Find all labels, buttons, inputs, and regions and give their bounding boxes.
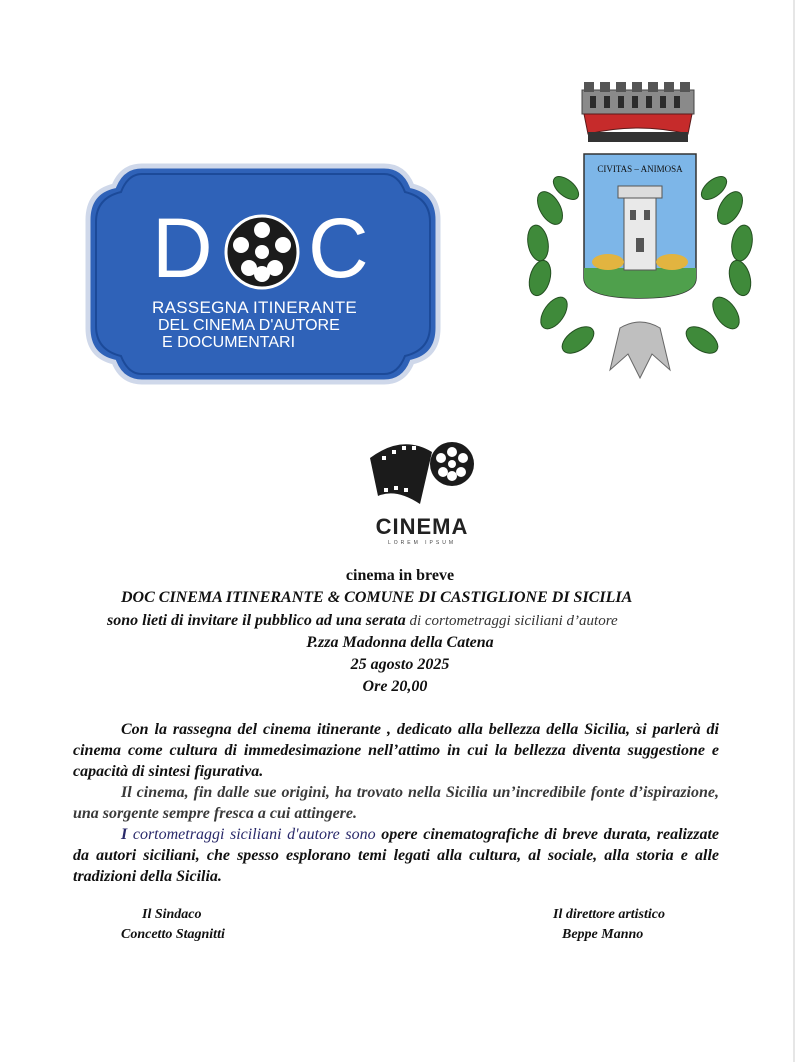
town-crest xyxy=(520,78,760,396)
body-paragraph-2 xyxy=(73,782,719,824)
body-paragraph-1 xyxy=(73,719,719,782)
doc-logo xyxy=(82,160,444,388)
doc-letter-d: D xyxy=(152,201,213,295)
crest-graphic xyxy=(520,78,760,396)
crown-icon xyxy=(582,82,694,142)
doc-line-3: E DOCUMENTARI xyxy=(162,334,296,351)
paragraph-3-rest: opere cinematografiche di breve durata, realizzate da autori siciliani, che spesso esplorano temi legati alla cultura, al sociale, alla storia e alle tradizioni della Sicilia. xyxy=(73,826,719,885)
body-paragraph-3 xyxy=(73,824,719,887)
paragraph-3-highlight: cortometraggi siciliani d'autore sono xyxy=(132,826,376,843)
doc-line-2: DEL CINEMA D'AUTORE xyxy=(158,317,340,334)
cinema-logo xyxy=(362,430,482,554)
doc-badge-shape xyxy=(82,160,444,388)
signature-left-role: Il Sindaco xyxy=(142,907,202,922)
signature-right-role: Il direttore artistico xyxy=(553,907,665,922)
doc-letter-c: C xyxy=(308,201,369,295)
paragraph-2-text: Il cinema, fin dalle sue origini, ha trovato nella Sicilia un’incredibile fonte d’ispirazione, una sorgente sempre fresca a cui attingere. xyxy=(73,784,719,822)
invite-topic: di cortometraggi siciliani d’autore xyxy=(405,613,618,629)
film-strip-icon xyxy=(362,430,482,516)
event-time: Ore 20,00 xyxy=(362,678,428,695)
signature-left-name: Concetto Stagnitti xyxy=(121,927,225,942)
paragraph-1-text: Con la rassegna del cinema itinerante , dedicato alla bellezza della Sicilia, si parlerà di cinema come cultura di immedesimazione nell’attimo in cui la bellezza diventa suggestione e capacità di sintesi figurativa. xyxy=(73,721,719,780)
cinema-sub: LOREM IPSUM xyxy=(387,540,456,546)
event-organizers: DOC CINEMA ITINERANTE & COMUNE DI CASTIGLIONE DI SICILIA xyxy=(121,589,633,606)
signature-right-name: Beppe Manno xyxy=(562,927,644,942)
shield-icon xyxy=(584,154,696,298)
invite-lead: sono lieti di invitare il pubblico ad una serata xyxy=(107,612,406,629)
event-date: 25 agosto 2025 xyxy=(350,656,450,673)
paragraph-3-lead: I xyxy=(121,826,133,843)
cinema-word: CINEMA xyxy=(375,514,469,539)
event-place: P.zza Madonna della Catena xyxy=(306,634,494,651)
event-subtitle: cinema in breve xyxy=(345,567,455,584)
event-invite xyxy=(107,612,727,630)
film-reel-icon xyxy=(226,216,298,288)
crest-motto: CIVITAS – ANIMOSA xyxy=(597,164,683,174)
ribbon-icon xyxy=(610,322,670,378)
doc-line-1: RASSEGNA ITINERANTE xyxy=(152,298,358,317)
